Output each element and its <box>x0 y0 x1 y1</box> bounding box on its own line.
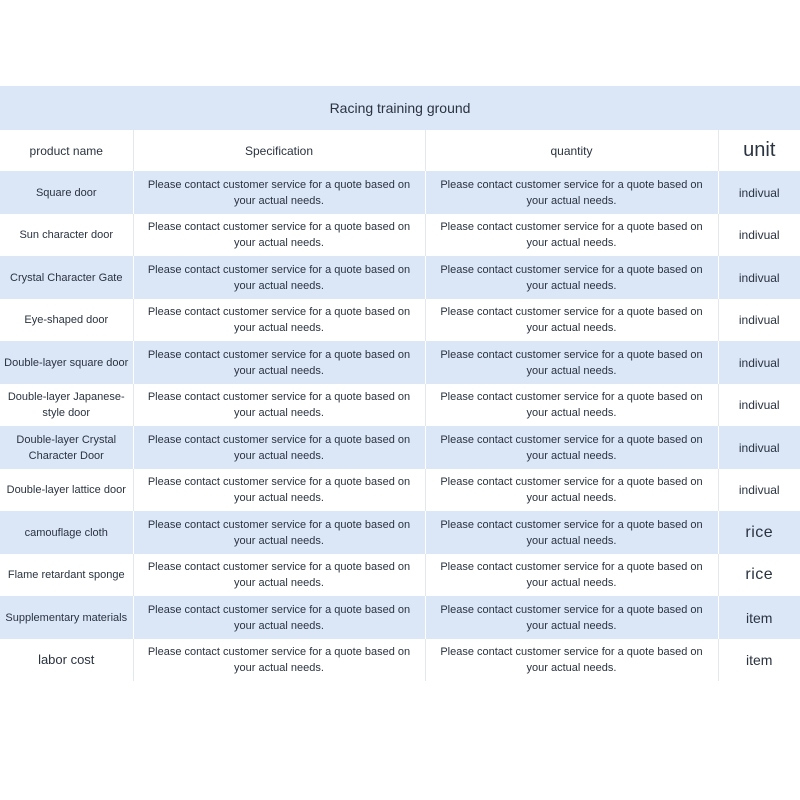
cell-quantity: Please contact customer service for a quote based on your actual needs. <box>425 554 718 596</box>
cell-product-name: Eye-shaped door <box>0 299 133 341</box>
table-header-row <box>0 130 800 171</box>
cell-specification: Please contact customer service for a quote based on your actual needs. <box>133 639 425 681</box>
table-body <box>0 171 800 681</box>
cell-quantity: Please contact customer service for a quote based on your actual needs. <box>425 511 718 554</box>
cell-unit: rice <box>718 511 800 554</box>
header-specification: Specification <box>133 130 425 171</box>
cell-product-name: Flame retardant sponge <box>0 554 133 596</box>
cell-unit: indivual <box>718 171 800 214</box>
cell-quantity: Please contact customer service for a quote based on your actual needs. <box>425 596 718 639</box>
table-row <box>0 384 800 426</box>
cell-product-name: Supplementary materials <box>0 596 133 639</box>
cell-unit: indivual <box>718 426 800 469</box>
cell-specification: Please contact customer service for a quote based on your actual needs. <box>133 469 425 511</box>
table-row <box>0 214 800 256</box>
cell-quantity: Please contact customer service for a quote based on your actual needs. <box>425 426 718 469</box>
table-row <box>0 256 800 299</box>
cell-product-name: labor cost <box>0 639 133 681</box>
cell-unit: item <box>718 639 800 681</box>
cell-quantity: Please contact customer service for a quote based on your actual needs. <box>425 171 718 214</box>
table-row <box>0 299 800 341</box>
cell-quantity: Please contact customer service for a quote based on your actual needs. <box>425 469 718 511</box>
cell-product-name: Sun character door <box>0 214 133 256</box>
cell-unit: indivual <box>718 299 800 341</box>
table-row <box>0 596 800 639</box>
cell-specification: Please contact customer service for a quote based on your actual needs. <box>133 214 425 256</box>
cell-specification: Please contact customer service for a quote based on your actual needs. <box>133 299 425 341</box>
cell-specification: Please contact customer service for a quote based on your actual needs. <box>133 554 425 596</box>
cell-product-name: Double-layer lattice door <box>0 469 133 511</box>
cell-specification: Please contact customer service for a quote based on your actual needs. <box>133 384 425 426</box>
price-table <box>0 86 800 681</box>
cell-product-name: Square door <box>0 171 133 214</box>
cell-unit: indivual <box>718 384 800 426</box>
cell-product-name: Double-layer Crystal Character Door <box>0 426 133 469</box>
cell-quantity: Please contact customer service for a quote based on your actual needs. <box>425 639 718 681</box>
cell-specification: Please contact customer service for a quote based on your actual needs. <box>133 171 425 214</box>
table-row <box>0 554 800 596</box>
cell-quantity: Please contact customer service for a quote based on your actual needs. <box>425 256 718 299</box>
cell-specification: Please contact customer service for a quote based on your actual needs. <box>133 511 425 554</box>
table-title-row <box>0 86 800 130</box>
table-row <box>0 511 800 554</box>
cell-unit: indivual <box>718 469 800 511</box>
cell-unit: indivual <box>718 214 800 256</box>
table-row <box>0 426 800 469</box>
table-row <box>0 341 800 384</box>
cell-quantity: Please contact customer service for a quote based on your actual needs. <box>425 341 718 384</box>
cell-unit: indivual <box>718 341 800 384</box>
cell-product-name: Double-layer Japanese-style door <box>0 384 133 426</box>
cell-specification: Please contact customer service for a quote based on your actual needs. <box>133 596 425 639</box>
table-row <box>0 639 800 681</box>
header-quantity: quantity <box>425 130 718 171</box>
cell-product-name: camouflage cloth <box>0 511 133 554</box>
cell-quantity: Please contact customer service for a quote based on your actual needs. <box>425 384 718 426</box>
cell-unit: rice <box>718 554 800 596</box>
cell-unit: item <box>718 596 800 639</box>
cell-product-name: Crystal Character Gate <box>0 256 133 299</box>
header-product-name: product name <box>0 130 133 171</box>
table-row <box>0 171 800 214</box>
cell-product-name: Double-layer square door <box>0 341 133 384</box>
cell-specification: Please contact customer service for a quote based on your actual needs. <box>133 341 425 384</box>
table-row <box>0 469 800 511</box>
header-unit: unit <box>718 130 800 171</box>
cell-quantity: Please contact customer service for a quote based on your actual needs. <box>425 214 718 256</box>
table-title: Racing training ground <box>0 86 800 130</box>
cell-quantity: Please contact customer service for a quote based on your actual needs. <box>425 299 718 341</box>
cell-unit: indivual <box>718 256 800 299</box>
cell-specification: Please contact customer service for a quote based on your actual needs. <box>133 426 425 469</box>
cell-specification: Please contact customer service for a quote based on your actual needs. <box>133 256 425 299</box>
